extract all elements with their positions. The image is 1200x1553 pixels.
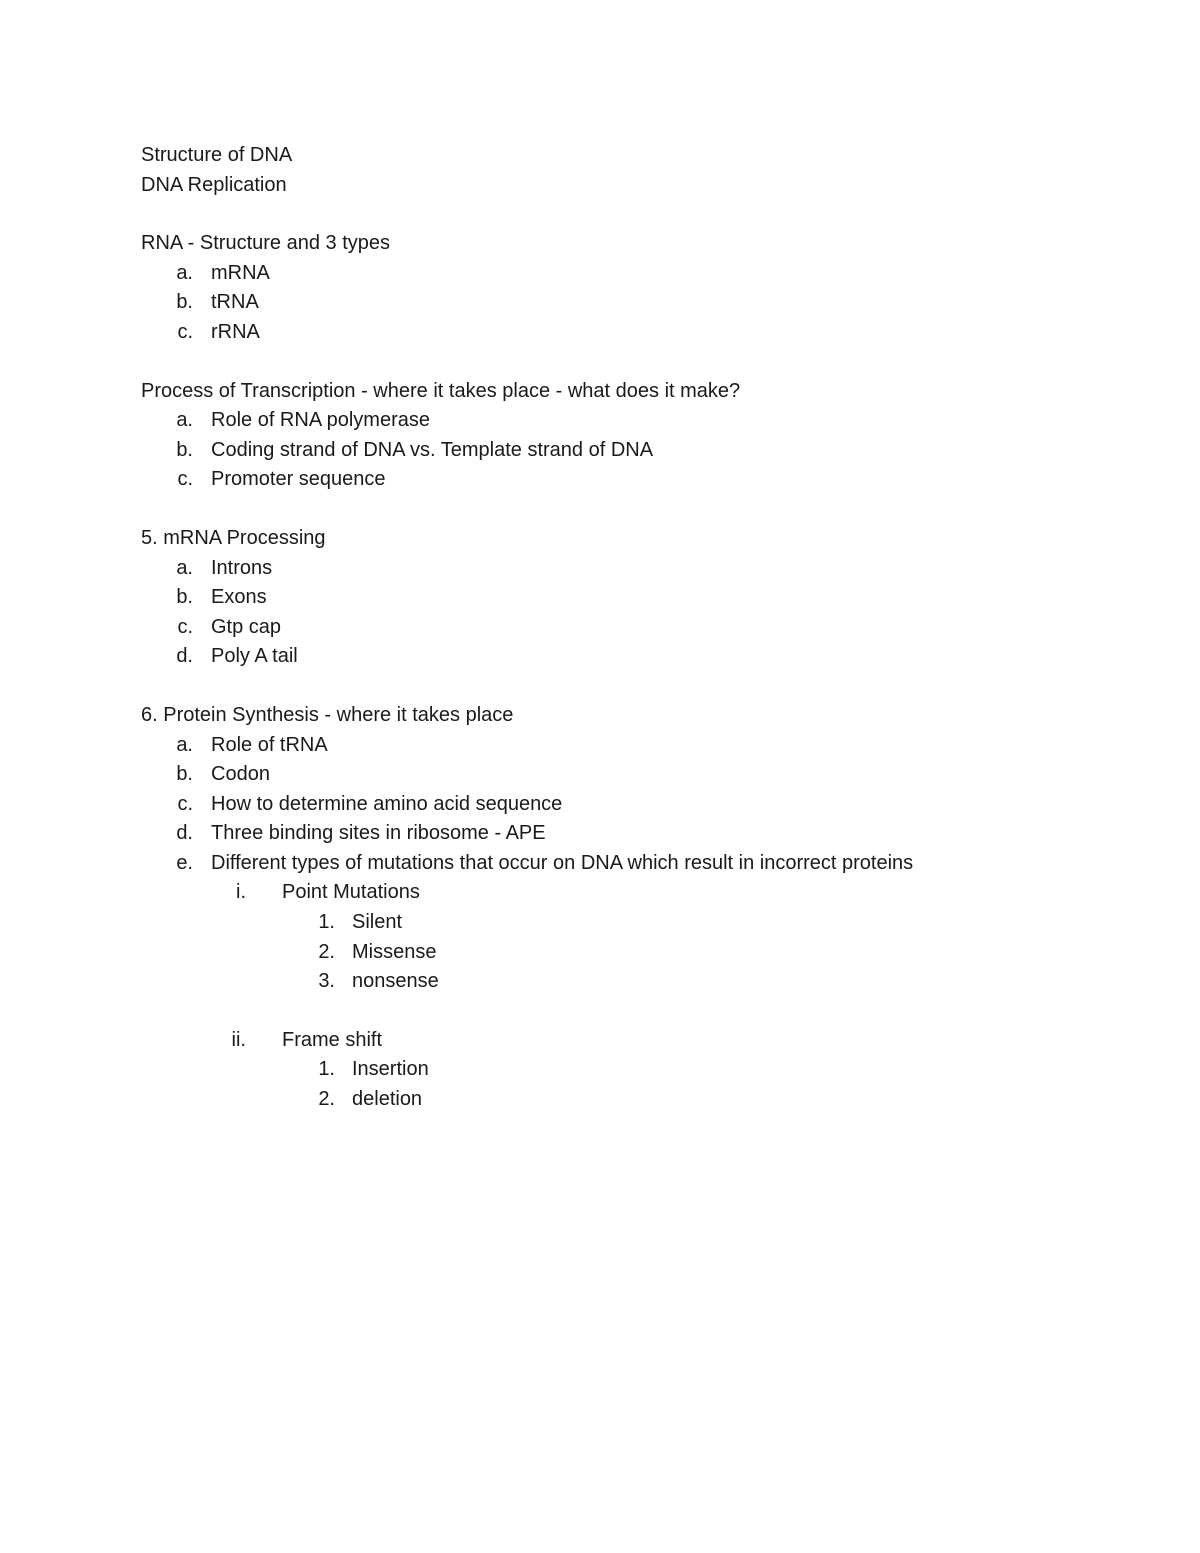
sub-sublist-item bbox=[141, 1085, 1101, 1115]
sub-sublist-item bbox=[141, 967, 1101, 997]
list-item bbox=[141, 613, 1101, 643]
list-marker: a. bbox=[176, 409, 193, 432]
list-item-text: Silent bbox=[352, 911, 403, 934]
list-marker: 2. bbox=[318, 940, 335, 963]
list-item-text: tRNA bbox=[211, 291, 259, 314]
list-marker: a. bbox=[176, 733, 193, 756]
list-item-text: How to determine amino acid sequence bbox=[211, 792, 563, 815]
list-item-text: Poly A tail bbox=[211, 645, 298, 668]
list-marker: c. bbox=[177, 468, 193, 491]
list-item bbox=[141, 465, 1101, 495]
sublist-item bbox=[141, 1026, 1101, 1056]
list-item-text: Introns bbox=[211, 556, 273, 579]
list-marker: e. bbox=[176, 851, 193, 874]
sub-sublist-item bbox=[141, 908, 1101, 938]
sub-sublist-item bbox=[141, 938, 1101, 968]
list-item-text: mRNA bbox=[211, 261, 270, 284]
document-body bbox=[141, 141, 1101, 1115]
list-item bbox=[141, 406, 1101, 436]
top-line: DNA Replication bbox=[141, 173, 287, 196]
list-marker: c. bbox=[177, 792, 193, 815]
list-marker: a. bbox=[176, 261, 193, 284]
list-item-text: Different types of mutations that occur on DNA which result in incorrect proteins bbox=[211, 851, 914, 874]
list-marker: ii. bbox=[231, 1028, 246, 1051]
section-heading: 6. Protein Synthesis - where it takes place bbox=[141, 703, 514, 726]
section-heading: 5. mRNA Processing bbox=[141, 526, 326, 549]
list-item-text: nonsense bbox=[352, 970, 439, 993]
list-item-text: Three binding sites in ribosome - APE bbox=[211, 822, 546, 845]
list-marker: 1. bbox=[318, 911, 335, 934]
list-item-text: Missense bbox=[352, 940, 437, 963]
list-marker: c. bbox=[177, 615, 193, 638]
list-item bbox=[141, 583, 1101, 613]
list-item bbox=[141, 259, 1101, 289]
list-item bbox=[141, 554, 1101, 584]
list-marker: b. bbox=[176, 586, 193, 609]
section-heading: Process of Transcription - where it takes place - what does it make? bbox=[141, 379, 741, 402]
list-item-text: Insertion bbox=[352, 1058, 429, 1081]
top-line: Structure of DNA bbox=[141, 144, 293, 166]
list-item-text: rRNA bbox=[211, 320, 260, 343]
list-item bbox=[141, 849, 1101, 879]
list-item-text: Exons bbox=[211, 586, 267, 609]
list-item-text: Role of tRNA bbox=[211, 733, 328, 756]
list-marker: 2. bbox=[318, 1088, 335, 1111]
list-item-text: Frame shift bbox=[282, 1028, 383, 1051]
list-marker: 3. bbox=[318, 970, 335, 993]
list-item-text: Gtp cap bbox=[211, 615, 282, 638]
list-item-text: Role of RNA polymerase bbox=[211, 409, 430, 432]
list-item bbox=[141, 731, 1101, 761]
list-item bbox=[141, 642, 1101, 672]
list-item bbox=[141, 790, 1101, 820]
list-item bbox=[141, 819, 1101, 849]
section-heading: RNA - Structure and 3 types bbox=[141, 232, 391, 255]
list-marker: d. bbox=[176, 822, 193, 845]
sublist-item bbox=[141, 878, 1101, 908]
list-item-text: Promoter sequence bbox=[211, 468, 386, 491]
sub-sublist-item bbox=[141, 1055, 1101, 1085]
list-marker: 1. bbox=[318, 1058, 335, 1081]
list-marker: c. bbox=[177, 320, 193, 343]
list-item bbox=[141, 288, 1101, 318]
list-item-text: Coding strand of DNA vs. Template strand of DNA bbox=[211, 438, 654, 461]
list-item-text: Point Mutations bbox=[282, 881, 420, 904]
list-item bbox=[141, 436, 1101, 466]
list-marker: i. bbox=[236, 881, 246, 904]
list-marker: b. bbox=[176, 438, 193, 461]
list-item-text: Codon bbox=[211, 763, 270, 786]
list-item bbox=[141, 318, 1101, 348]
list-marker: d. bbox=[176, 645, 193, 668]
list-item bbox=[141, 760, 1101, 790]
list-marker: a. bbox=[176, 556, 193, 579]
list-item-text: deletion bbox=[352, 1088, 423, 1111]
list-marker: b. bbox=[176, 291, 193, 314]
list-marker: b. bbox=[176, 763, 193, 786]
